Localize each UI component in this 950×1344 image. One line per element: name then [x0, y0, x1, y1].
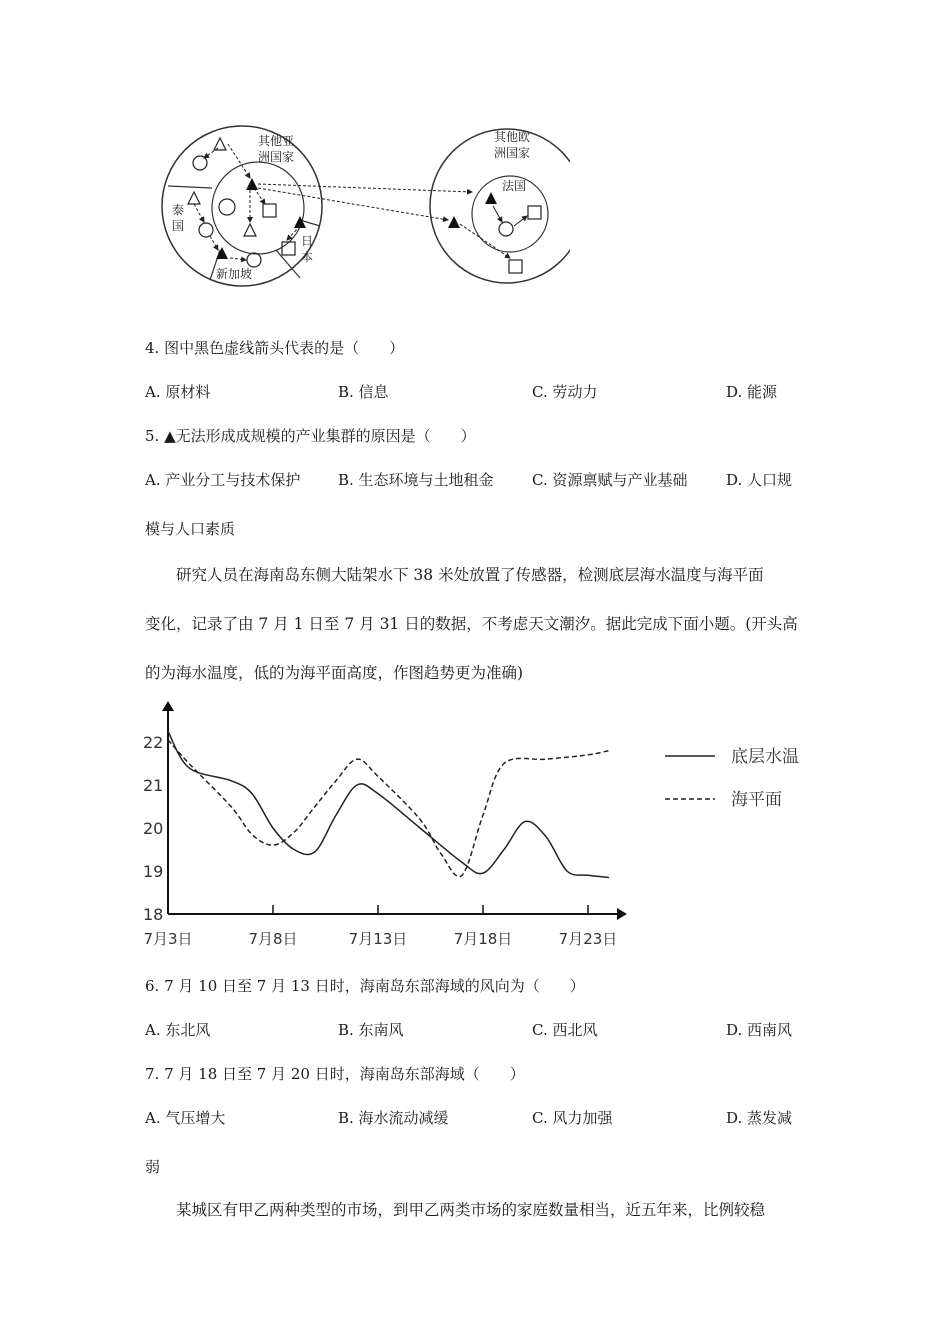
- series-line-sea-level: [168, 740, 609, 877]
- y-tick-label: 22: [143, 733, 164, 752]
- label-thailand-1: 泰: [172, 203, 185, 217]
- q6-stem: 6. 7 月 10 日至 7 月 13 日时，海南岛东部海域的风向为（ ）: [145, 977, 585, 995]
- triangle-outline-icon: [214, 138, 226, 150]
- passage1-line3: 的为海水温度，低的为海平面高度，作图趋势更为准确): [145, 664, 524, 682]
- q5-stem: 5. ▲无法形成成规模的产业集群的原因是（ ）: [145, 427, 476, 445]
- q5-option-a[interactable]: A. 产业分工与技术保护: [145, 471, 301, 489]
- square-icon: [528, 206, 541, 219]
- passage2-line1: 某城区有甲乙两种类型的市场，到甲乙两类市场的家庭数量相当，近五年来，比例较稳: [176, 1201, 766, 1219]
- triangle-outline-icon: [244, 224, 256, 236]
- label-other-europe-1: 其他欧: [494, 130, 531, 144]
- q4-option-b[interactable]: B. 信息: [338, 383, 389, 401]
- passage1-line1: 研究人员在海南岛东侧大陆架水下 38 米处放置了传感器，检测底层海水温度与海平面: [176, 566, 764, 584]
- triangle-filled-icon: [485, 192, 497, 204]
- triangle-filled-icon: [216, 247, 228, 259]
- q7-option-b[interactable]: B. 海水流动减缓: [338, 1109, 449, 1127]
- square-icon: [509, 260, 522, 273]
- q4-stem: 4. 图中黑色虚线箭头代表的是（ ）: [145, 339, 405, 357]
- q4-option-a[interactable]: A. 原材料: [145, 383, 211, 401]
- label-other-asia-2: 洲国家: [258, 150, 295, 164]
- q5-option-d[interactable]: D. 人口规: [726, 471, 793, 489]
- x-axis-arrow: [617, 908, 627, 920]
- label-france: 法国: [502, 179, 527, 193]
- q6-option-a[interactable]: A. 东北风: [145, 1021, 211, 1039]
- industry-flow-diagram: [150, 108, 570, 303]
- q7-option-d-wrap: 弱: [145, 1158, 161, 1176]
- circle-icon: [219, 199, 235, 215]
- q7-option-c[interactable]: C. 风力加强: [532, 1109, 613, 1127]
- q6-option-d[interactable]: D. 西南风: [726, 1021, 793, 1039]
- x-tick-label: 7月3日: [143, 930, 193, 948]
- q7-option-a[interactable]: A. 气压增大: [145, 1109, 226, 1127]
- y-tick-label: 20: [143, 819, 164, 838]
- label-other-asia-1: 其他亚: [258, 134, 295, 148]
- y-axis-arrow: [162, 701, 174, 711]
- triangle-filled-icon: [448, 216, 460, 228]
- label-japan-2: 本: [301, 250, 314, 264]
- circle-icon: [247, 253, 261, 267]
- q4-option-c[interactable]: C. 劳动力: [532, 383, 598, 401]
- y-tick-label: 21: [143, 776, 164, 795]
- triangle-filled-icon: [246, 178, 258, 190]
- q6-option-b[interactable]: B. 东南风: [338, 1021, 404, 1039]
- temperature-sea-level-chart: [135, 695, 815, 955]
- series-line-bottom-temp: [168, 731, 609, 877]
- square-icon: [263, 204, 276, 217]
- q5-option-b[interactable]: B. 生态环境与土地租金: [338, 471, 494, 489]
- legend-label: 海平面: [731, 790, 782, 810]
- square-icon: [282, 242, 295, 255]
- label-other-europe-2: 洲国家: [494, 146, 531, 160]
- triangle-outline-icon: [188, 192, 200, 204]
- asia-inner-circle: [212, 162, 304, 254]
- q7-option-d[interactable]: D. 蒸发减: [726, 1109, 793, 1127]
- q6-option-c[interactable]: C. 西北风: [532, 1021, 598, 1039]
- x-tick-label: 7月18日: [453, 930, 513, 948]
- y-tick-label: 18: [143, 905, 164, 924]
- q4-option-d[interactable]: D. 能源: [726, 383, 778, 401]
- asia-outer-circle: [162, 126, 322, 286]
- circle-icon: [499, 222, 513, 236]
- label-japan-1: 日: [301, 234, 314, 248]
- q5-option-c[interactable]: C. 资源禀赋与产业基础: [532, 471, 688, 489]
- label-singapore: 新加坡: [216, 267, 253, 281]
- y-tick-label: 19: [143, 862, 164, 881]
- x-tick-label: 7月13日: [348, 930, 408, 948]
- q5-option-d-wrap: 模与人口素质: [145, 520, 236, 538]
- circle-icon: [193, 156, 207, 170]
- q7-stem: 7. 7 月 18 日至 7 月 20 日时，海南岛东部海域（ ）: [145, 1065, 525, 1083]
- legend-label: 底层水温: [731, 747, 799, 767]
- passage1-line2: 变化，记录了由 7 月 1 日至 7 月 31 日的数据，不考虑天文潮汐。据此完成下面小题。(开头高: [145, 615, 798, 633]
- x-tick-label: 7月8日: [248, 930, 298, 948]
- label-thailand-2: 国: [172, 219, 185, 233]
- circle-icon: [199, 223, 213, 237]
- x-tick-label: 7月23日: [558, 930, 618, 948]
